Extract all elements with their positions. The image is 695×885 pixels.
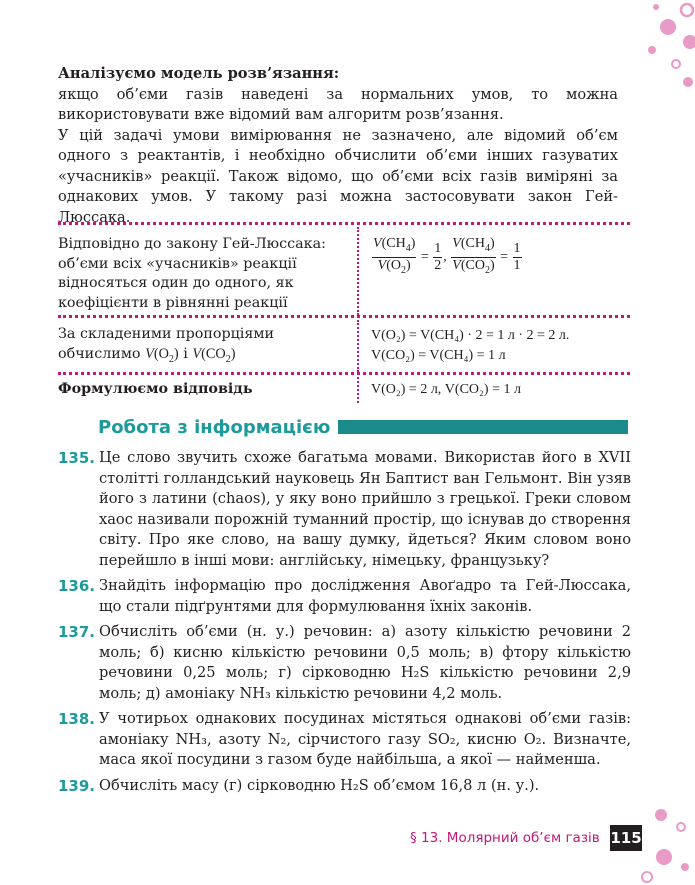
task-135: 135. Це слово звучить схоже багатьма мовами. Використав його в XVII столітті голландський науковець Ян Баптист ван Гельмонт. Він узяв його з латини (chaos), у яку воно прийшло з грецької. Греки словом хаос називали порожній туманний простір, що існував до створення світу. Про яке слово, на вашу думку, йдеться? Яким словом воно перейшло в інші мови: англійську, німецьку, французьку? — [58, 449, 631, 569]
section-bar — [338, 420, 628, 434]
fraction-1-1: $\frac{1}{1}$ — [513, 240, 521, 273]
table-row3-left: Формулюємо відповідь — [58, 381, 253, 397]
footer-chapter: § 13. Молярний об’єм газів — [410, 830, 600, 846]
table-row2-left: За складеними пропорціями обчислимо $V(O_2)$ і $V(CO_2)$ — [58, 326, 275, 365]
ratio-ch4-o2: $\frac{V(CH_4)}{V(O_2)}$ — [373, 236, 416, 276]
intro-block — [58, 64, 618, 228]
intro-paragraph-2: У цій задачі умови вимірювання не зазначено, але відомий об’єм одного з реактантів, і необхідно обчислити об’єми інших газуватих «учасників» реакції. Також відомо, що об’єми всіх газів виміряні за однакових умов. У такому разі можна застосовувати закон Гей-Люссака. — [58, 126, 618, 226]
intro-heading: Аналізуємо модель розв’язання: — [58, 65, 340, 82]
table-row1-right: $\frac{V(CH_4)}{V(O_2)}$ = $\frac{1}{2}$ , $\frac{V(CH_4)}{V(CO_2)}$ = $\frac{1}{1}$ — [371, 236, 631, 279]
table-column-divider-3 — [357, 377, 359, 403]
fraction-1-2: $\frac{1}{2}$ — [434, 240, 442, 273]
table-top-divider — [58, 222, 630, 225]
task-138: 138. У чотирьох однакових посудинах містяться однакові об’єми газів: амоніаку NH₃, азоту N₂, сірчистого газу SO₂, кисню O₂. Визначте, маса якої посудини з газом буде найбільша, а якої — найменша. — [58, 710, 631, 768]
section-title: Робота з інформацією — [98, 417, 331, 438]
table-row1-left: Відповідно до закону Гей-Люссака: об’єми всіх «учасників» реакції відносяться один до одного, як коефіцієнти в рівнянні реакції — [58, 236, 326, 311]
table-column-divider-1 — [357, 227, 359, 315]
table-row3-right: V(O₂) = 2 л, V(CO₂) = 1 л — [371, 382, 521, 397]
table-row2-right — [371, 326, 631, 366]
table-column-divider-2 — [357, 320, 359, 372]
task-137: 137. Обчисліть об’єми (н. у.) речовин: а) азоту кількістю речовини 2 моль; б) кисню кількістю речовини 0,5 моль; в) фтору кількістю речовини 0,25 моль; г) сірководню H₂S кількістю речовини 2,9 моль; д) амоніаку NH₃ кількістю речовини 4,2 моль. — [58, 623, 631, 702]
row2-right-line-2: V(CO₂) = V(CH₄) = 1 л — [371, 348, 506, 363]
page-number: 115 — [610, 825, 642, 851]
table-row-divider-2 — [58, 372, 630, 375]
intro-paragraph-1: якщо об’єми газів наведені за нормальних умов, то можна використовувати вже відомий вам алгоритм розв’язання. — [58, 85, 618, 123]
row2-right-line-1: V(O₂) = V(CH₄) · 2 = 1 л · 2 = 2 л. — [371, 328, 570, 343]
table-row-divider-1 — [58, 315, 630, 318]
task-136: 136. Знайдіть інформацію про дослідження Авоґадро та Гей-Люссака, що стали підґрунтями для формулювання їхніх законів. — [58, 577, 631, 615]
ratio-ch4-co2: $\frac{V(CH_4)}{V(CO_2)}$ — [452, 236, 495, 276]
task-139: 139. Обчисліть масу (г) сірководню H₂S об’ємом 16,8 л (н. у.). — [58, 776, 540, 795]
task-list — [58, 448, 631, 801]
